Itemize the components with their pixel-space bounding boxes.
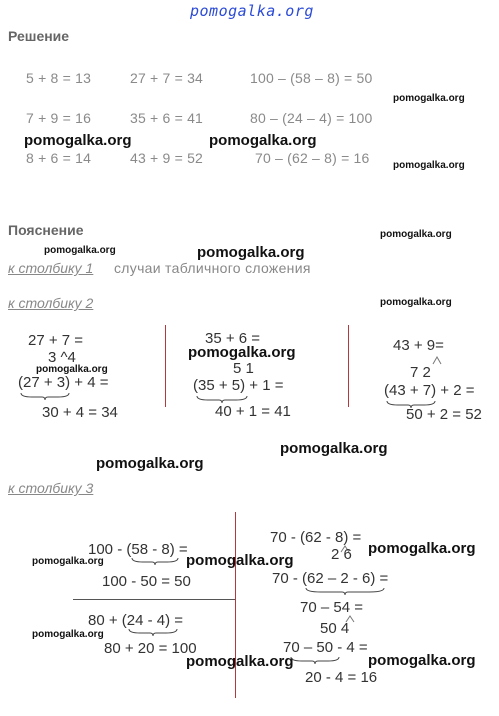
underbrace (20, 392, 70, 400)
col2-c-split: 7 2 (410, 364, 431, 381)
underbrace (290, 656, 340, 664)
col2-c-expr: 43 + 9= (393, 337, 444, 354)
solution-eq-7: 8 + 6 = 14 (26, 150, 92, 166)
col3-a-expr: 100 - (58 - 8) = (88, 541, 188, 558)
watermark: pomogalka.org (393, 160, 465, 171)
solution-eq-9: 70 – (62 – 8) = 16 (255, 150, 370, 166)
column-1-text: случаи табличного сложения (114, 260, 311, 276)
watermark: pomogalka.org (32, 629, 104, 640)
solution-eq-8: 43 + 9 = 52 (130, 150, 204, 166)
col2-a-group: (27 + 3) + 4 = (18, 374, 109, 391)
col2-c-result: 50 + 2 = 52 (406, 406, 482, 423)
col2-b-expr: 35 + 6 = (205, 330, 261, 347)
solution-heading: Решение (8, 28, 70, 44)
col3-c-split2: 50 4 (320, 620, 350, 637)
solution-eq-6: 80 – (24 – 4) = 100 (250, 110, 373, 126)
col3-c-step3: 70 – 50 - 4 = (283, 639, 368, 656)
watermark: pomogalka.org (368, 652, 476, 669)
col3-c-step2: 70 – 54 = (300, 599, 363, 616)
watermark: pomogalka.org (96, 455, 204, 472)
solution-eq-3: 100 – (58 – 8) = 50 (250, 70, 373, 86)
underbrace (196, 395, 248, 403)
solution-eq-5: 35 + 6 = 41 (130, 110, 204, 126)
col2-a-expr: 27 + 7 = (28, 332, 84, 349)
watermark: pomogalka.org (36, 364, 108, 375)
col3-b-expr: 80 + (24 - 4) = (88, 612, 184, 629)
col2-b-split: 5 1 (233, 360, 254, 377)
solution-eq-4: 7 + 9 = 16 (26, 110, 92, 126)
col2-c-group: (43 + 7) + 2 = (384, 382, 475, 399)
watermark: pomogalka.org (393, 93, 465, 104)
watermark: pomogalka.org (209, 132, 317, 149)
watermark: pomogalka.org (188, 344, 296, 361)
col3-c-split: 2 6 (331, 546, 352, 563)
watermark: pomogalka.org (197, 244, 305, 261)
watermark: pomogalka.org (32, 556, 104, 567)
divider (235, 512, 236, 698)
col2-a-result: 30 + 4 = 34 (42, 404, 118, 421)
divider (73, 599, 235, 600)
solution-eq-1: 5 + 8 = 13 (26, 70, 92, 86)
site-logo[interactable]: pomogalka.org (190, 2, 314, 20)
column-1-label: к столбику 1 (8, 260, 94, 276)
watermark: pomogalka.org (186, 552, 294, 569)
watermark: pomogalka.org (24, 132, 132, 149)
col3-b-result: 80 + 20 = 100 (104, 640, 197, 657)
watermark: pomogalka.org (44, 245, 116, 256)
col2-b-result: 40 + 1 = 41 (215, 403, 291, 420)
underbrace (131, 557, 179, 565)
split-mark (432, 355, 442, 365)
column-3-label: к столбику 3 (8, 480, 94, 496)
watermark: pomogalka.org (368, 540, 476, 557)
col2-a-split: 3 ^4 (48, 349, 76, 366)
watermark: pomogalka.org (380, 297, 452, 308)
watermark: pomogalka.org (186, 653, 294, 670)
column-2-label: к столбику 2 (8, 295, 94, 311)
col3-c-step1: 70 - (62 – 2 - 6) = (272, 570, 389, 587)
divider (165, 325, 166, 407)
watermark: pomogalka.org (280, 440, 388, 457)
explanation-heading: Пояснение (8, 222, 84, 238)
underbrace (305, 587, 385, 595)
solution-eq-2: 27 + 7 = 34 (130, 70, 204, 86)
col2-b-group: (35 + 5) + 1 = (193, 377, 284, 394)
col3-c-expr: 70 - (62 - 8) = (270, 529, 362, 546)
underbrace (128, 628, 178, 636)
col3-c-result: 20 - 4 = 16 (305, 669, 378, 686)
col3-a-result: 100 - 50 = 50 (102, 573, 191, 590)
divider (348, 325, 349, 407)
watermark: pomogalka.org (380, 229, 452, 240)
